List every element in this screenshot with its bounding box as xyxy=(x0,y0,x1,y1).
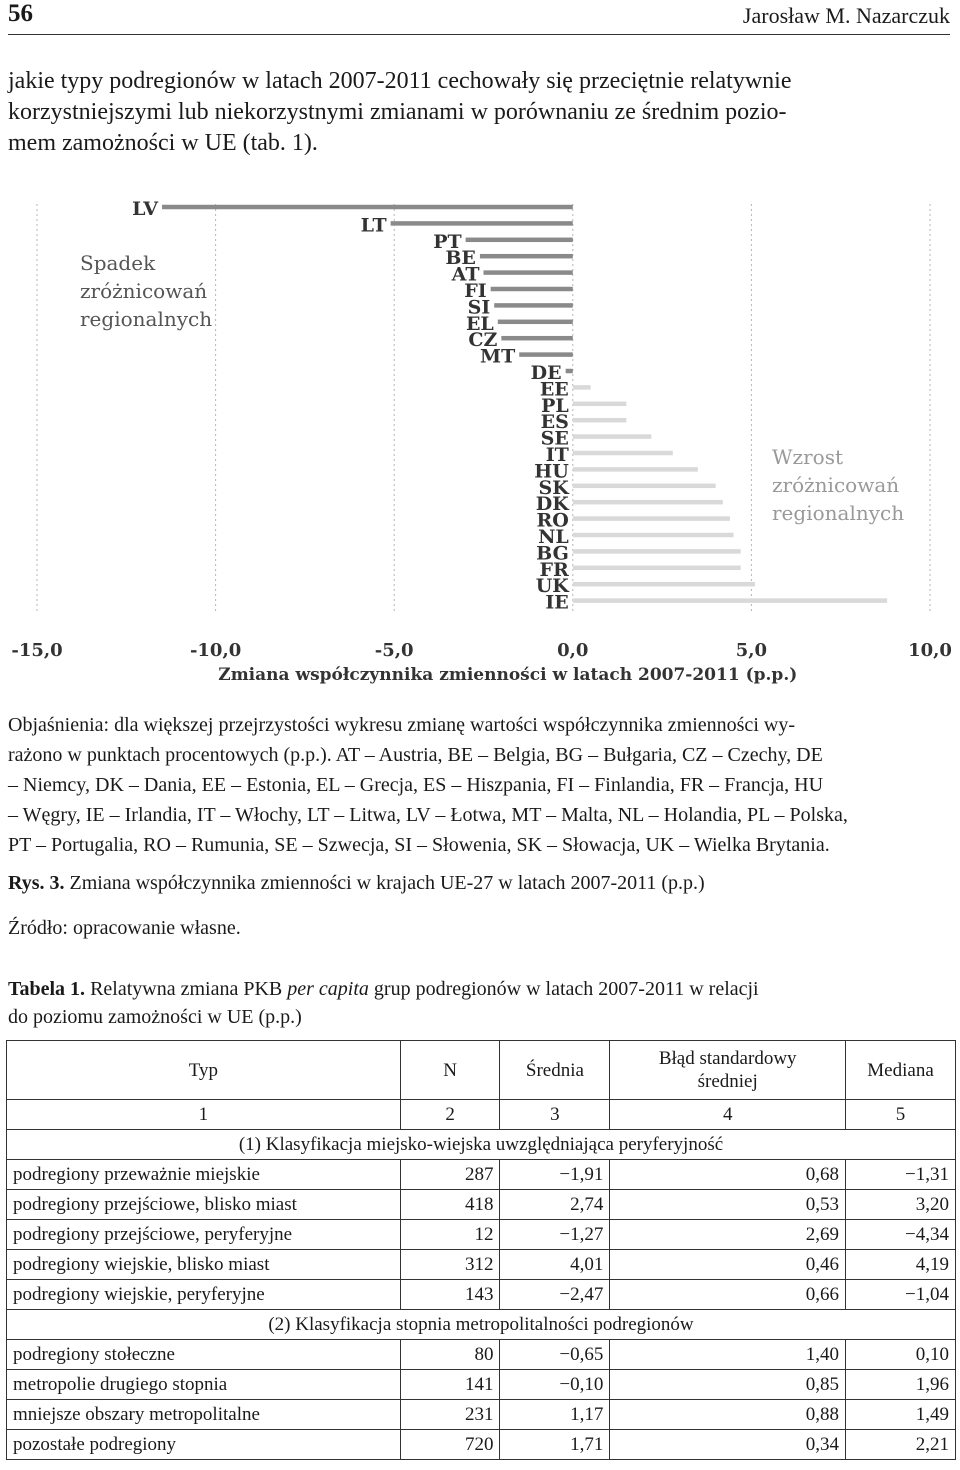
bar-label: RO xyxy=(536,509,569,532)
cell-typ: mniejsze obszary metropolitalne xyxy=(7,1400,401,1430)
cell-n: 231 xyxy=(400,1400,500,1430)
cell-typ: podregiony stołeczne xyxy=(7,1340,401,1370)
cell-typ: metropolie drugiego stopnia xyxy=(7,1370,401,1400)
section-heading: (1) Klasyfikacja miejsko-wiejska uwzględniająca peryferyjność xyxy=(7,1130,956,1160)
cell-typ: podregiony wiejskie, blisko miast xyxy=(7,1250,401,1280)
bar-label: PL xyxy=(541,394,569,417)
bar-label: LT xyxy=(360,214,387,237)
bar xyxy=(573,451,673,456)
annotation-text: Spadek xyxy=(80,251,156,275)
cell-se: 0,88 xyxy=(610,1400,846,1430)
bar-label: EE xyxy=(539,378,569,401)
cell-mean: −2,47 xyxy=(500,1280,610,1310)
cell-median: 2,21 xyxy=(846,1430,956,1460)
x-tick-label: -10,0 xyxy=(189,640,242,661)
table-header-row xyxy=(7,1041,956,1100)
cell-n: 720 xyxy=(400,1430,500,1460)
bar xyxy=(573,434,652,439)
cell-n: 80 xyxy=(400,1340,500,1370)
bar xyxy=(573,533,734,538)
table-row xyxy=(7,1190,956,1220)
bar xyxy=(573,402,627,407)
bar-label: DK xyxy=(535,493,569,516)
bar xyxy=(573,500,723,505)
table-row xyxy=(7,1160,956,1190)
cell-n: 287 xyxy=(400,1160,500,1190)
intro-line: jakie typy podregionów w latach 2007-2011 cechowały się przeciętnie relatywnie xyxy=(8,68,792,94)
bar xyxy=(466,238,573,243)
cell-typ: podregiony przeważnie miejskie xyxy=(7,1160,401,1190)
figure-caption-text: Zmiana współczynnika zmienności w krajach UE-27 w latach 2007-2011 (p.p.) xyxy=(64,872,705,894)
intro-line: korzystniejszymi lub niekorzystnymi zmianami w porównaniu ze średnim pozio- xyxy=(8,99,787,125)
column-number: 5 xyxy=(846,1100,956,1130)
bar-label: SE xyxy=(540,427,569,450)
cell-se: 0,85 xyxy=(610,1370,846,1400)
column-number: 4 xyxy=(610,1100,846,1130)
bar xyxy=(162,205,573,210)
annotation-text: regionalnych xyxy=(772,501,905,525)
cell-n: 141 xyxy=(400,1370,500,1400)
bar-label: DE xyxy=(530,362,562,384)
bar-label: BG xyxy=(536,542,569,565)
explanation-line: rażono w punktach procentowych (p.p.). AT – Austria, BE – Belgia, BG – Bułgaria, CZ – Czechy, DE xyxy=(8,744,823,766)
annotation-text: regionalnych xyxy=(80,307,213,331)
cell-median: −4,34 xyxy=(846,1220,956,1250)
table-title-italic: per capita xyxy=(287,978,369,1000)
table-title-line xyxy=(8,975,954,1003)
cell-median: −1,04 xyxy=(846,1280,956,1310)
cell-se: 2,69 xyxy=(610,1220,846,1250)
section-heading: (2) Klasyfikacja stopnia metropolitalności podregionów xyxy=(7,1310,956,1340)
table-row xyxy=(7,1340,956,1370)
cell-typ: podregiony przejściowe, blisko miast xyxy=(7,1190,401,1220)
bar xyxy=(573,566,741,571)
figure-source: Źródło: opracowanie własne. xyxy=(8,917,241,939)
bar xyxy=(519,352,573,357)
cell-median: 1,49 xyxy=(846,1400,956,1430)
cell-mean: 2,74 xyxy=(500,1190,610,1220)
data-table xyxy=(6,1040,956,1460)
header-n: N xyxy=(400,1041,500,1100)
cell-se: 1,40 xyxy=(610,1340,846,1370)
cell-median: 3,20 xyxy=(846,1190,956,1220)
bar-label: EL xyxy=(465,312,494,335)
column-number: 3 xyxy=(500,1100,610,1130)
cell-mean: −1,91 xyxy=(500,1160,610,1190)
cell-median: 0,10 xyxy=(846,1340,956,1370)
table-row xyxy=(7,1280,956,1310)
bar-label: NL xyxy=(538,526,569,548)
section-row xyxy=(7,1130,956,1160)
cell-typ: podregiony wiejskie, peryferyjne xyxy=(7,1280,401,1310)
table-row xyxy=(7,1220,956,1250)
explanation-line: PT – Portugalia, RO – Rumunia, SE – Szwecja, SI – Słowenia, SK – Słowacja, UK – Wielka Brytania. xyxy=(8,834,830,856)
bar xyxy=(573,516,730,521)
bar-label: SI xyxy=(467,296,491,319)
x-tick-label: 0,0 xyxy=(557,640,589,661)
bar xyxy=(573,467,698,472)
annotation-text: zróżnicowań xyxy=(772,473,900,497)
table-row xyxy=(7,1400,956,1430)
annotation-text: Wzrost xyxy=(772,445,843,469)
bar xyxy=(573,385,591,390)
cell-se: 0,66 xyxy=(610,1280,846,1310)
bar-label: SK xyxy=(538,476,569,499)
x-tick-label: 10,0 xyxy=(908,640,952,661)
bar xyxy=(480,254,573,259)
bar-label: IT xyxy=(545,444,569,466)
bar-label: IE xyxy=(545,591,569,614)
cell-n: 143 xyxy=(400,1280,500,1310)
header-se-line: Błąd standardowy xyxy=(658,1048,797,1069)
cell-typ: pozostałe podregiony xyxy=(7,1430,401,1460)
cell-median: −1,31 xyxy=(846,1160,956,1190)
header-standard-error xyxy=(610,1041,846,1100)
bar xyxy=(494,303,573,308)
bar-label: FI xyxy=(464,280,487,302)
cell-mean: −0,65 xyxy=(500,1340,610,1370)
cell-n: 12 xyxy=(400,1220,500,1250)
bar-label: FR xyxy=(539,558,569,581)
explanation-line: – Niemcy, DK – Dania, EE – Estonia, EL – Grecja, ES – Hiszpania, FI – Finlandia, FR – Francja, HU xyxy=(8,774,824,796)
table-row xyxy=(7,1370,956,1400)
header-se-line: średniej xyxy=(697,1071,758,1092)
column-number: 2 xyxy=(400,1100,500,1130)
cell-mean: 1,17 xyxy=(500,1400,610,1430)
bar-label: HU xyxy=(534,460,569,483)
bar xyxy=(501,336,572,341)
table-title-line: do poziomu zamożności w UE (p.p.) xyxy=(8,1006,302,1028)
bar-label: AT xyxy=(451,263,480,286)
x-axis-label: Zmiana współczynnika zmienności w latach 2007-2011 (p.p.) xyxy=(218,665,798,685)
page-header xyxy=(8,0,950,32)
header-mean: Średnia xyxy=(500,1041,610,1100)
bar-label: UK xyxy=(535,575,569,598)
x-tick-label: -15,0 xyxy=(11,640,63,661)
bar xyxy=(484,270,573,275)
cell-se: 0,53 xyxy=(610,1190,846,1220)
column-number: 1 xyxy=(7,1100,401,1130)
cell-se: 0,34 xyxy=(610,1430,846,1460)
bar xyxy=(573,484,716,489)
x-tick-label: 5,0 xyxy=(735,640,768,661)
cell-median: 1,96 xyxy=(846,1370,956,1400)
bar xyxy=(573,598,887,603)
figure-label: Rys. 3. xyxy=(8,872,65,894)
bar xyxy=(573,582,755,587)
bar xyxy=(573,418,627,423)
bar-label: BE xyxy=(445,247,476,270)
page-number: 56 xyxy=(8,0,33,27)
bar xyxy=(391,221,573,226)
header-rule xyxy=(8,34,950,35)
header-median: Mediana xyxy=(846,1041,956,1100)
bar-label: PT xyxy=(433,230,462,253)
column-number-row xyxy=(7,1100,956,1130)
cell-mean: 1,71 xyxy=(500,1430,610,1460)
table-label: Tabela 1. xyxy=(8,978,86,1000)
cell-typ: podregiony przejściowe, peryferyjne xyxy=(7,1220,401,1250)
table-row xyxy=(7,1430,956,1460)
bar xyxy=(491,287,573,292)
cell-se: 0,46 xyxy=(610,1250,846,1280)
cell-mean: −0,10 xyxy=(500,1370,610,1400)
table-row xyxy=(7,1250,956,1280)
cell-mean: −1,27 xyxy=(500,1220,610,1250)
bar xyxy=(573,549,741,554)
x-tick-label: -5,0 xyxy=(374,640,414,661)
explanation-line: – Węgry, IE – Irlandia, IT – Włochy, LT – Litwa, LV – Łotwa, MT – Malta, NL – Holandia, PL – Polska, xyxy=(8,804,848,826)
cell-mean: 4,01 xyxy=(500,1250,610,1280)
cell-median: 4,19 xyxy=(846,1250,956,1280)
bar-label: CZ xyxy=(468,329,498,352)
bar xyxy=(498,320,573,325)
cell-n: 418 xyxy=(400,1190,500,1220)
figure-explanation xyxy=(8,710,954,860)
cell-se: 0,68 xyxy=(610,1160,846,1190)
table-title-text: Relatywna zmiana PKB xyxy=(85,978,288,1000)
bar-label: ES xyxy=(540,411,569,434)
figure-caption xyxy=(8,872,954,895)
bar-label: MT xyxy=(480,345,516,368)
bar-label: LV xyxy=(132,198,159,220)
table-title-text: grup podregionów w latach 2007-2011 w relacji xyxy=(368,978,759,1000)
bar xyxy=(566,369,573,374)
intro-line: mem zamożności w UE (tab. 1). xyxy=(8,130,318,156)
running-head-author: Jarosław M. Nazarczuk xyxy=(742,3,950,28)
explanation-line: Objaśnienia: dla większej przejrzystości wykresu zmianę wartości współczynnika zmienności wy- xyxy=(8,714,795,736)
section-row xyxy=(7,1310,956,1340)
cell-n: 312 xyxy=(400,1250,500,1280)
bar-chart xyxy=(0,196,960,696)
header-typ: Typ xyxy=(7,1041,401,1100)
intro-paragraph xyxy=(8,66,952,159)
annotation-text: zróżnicowań xyxy=(80,279,208,303)
table-title xyxy=(8,975,954,1031)
